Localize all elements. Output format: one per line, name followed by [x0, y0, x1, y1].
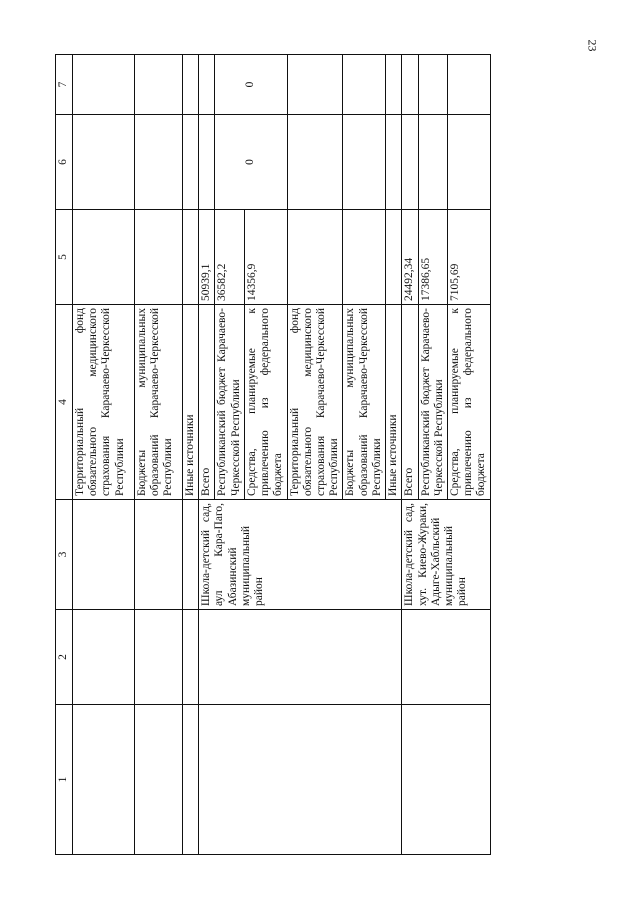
- col6-cell: [343, 115, 386, 210]
- header-col-6: 6: [56, 115, 73, 210]
- cell-col2: [199, 610, 402, 705]
- table-row: [73, 55, 135, 855]
- table-row: [183, 55, 199, 855]
- source-cell: Всего: [402, 305, 418, 500]
- col7-cell: [343, 55, 386, 115]
- col7-cell: [183, 55, 199, 115]
- cell-col3: [73, 500, 135, 610]
- table-row: [135, 55, 183, 855]
- source-cell: Средства, планируемые к привлечению из федерального бюджета: [447, 305, 490, 500]
- value-cell: [386, 210, 402, 305]
- value-cell: [73, 210, 135, 305]
- col6-cell: [402, 115, 418, 210]
- cell-col1: [402, 705, 490, 855]
- col7-cell: [418, 55, 447, 115]
- col6-cell: 0: [215, 115, 287, 210]
- header-col-2: 2: [56, 610, 73, 705]
- cell-col2: [135, 610, 183, 705]
- value-cell: 17386,65: [418, 210, 447, 305]
- cell-col1: [135, 705, 183, 855]
- source-cell: Иные источники: [386, 305, 402, 500]
- value-cell: [287, 210, 343, 305]
- col7-cell: [287, 55, 343, 115]
- value-cell: 14356,9: [244, 210, 287, 305]
- col6-cell: [447, 115, 490, 210]
- cell-col2: [402, 610, 490, 705]
- value-cell: [135, 210, 183, 305]
- col7-cell: 0: [215, 55, 287, 115]
- col7-cell: [199, 55, 215, 115]
- header-col-4: 4: [56, 305, 73, 500]
- col6-cell: [199, 115, 215, 210]
- cell-col1: [199, 705, 402, 855]
- page-number: 23: [585, 39, 600, 52]
- source-cell: Территориальный фонд обязательного медицинского страхования Карачаево-Черкесской Республики: [73, 305, 135, 500]
- col6-cell: [418, 115, 447, 210]
- cell-col1: [73, 705, 135, 855]
- source-cell: Бюджеты муниципальных образований Карачаево-Черкесской Республики: [135, 305, 183, 500]
- value-cell: [343, 210, 386, 305]
- source-cell: Всего: [199, 305, 215, 500]
- cell-col2: [73, 610, 135, 705]
- rotated-table-container: [55, 55, 585, 855]
- header-col-1: 1: [56, 705, 73, 855]
- header-col-3: 3: [56, 500, 73, 610]
- header-col-7: 7: [56, 55, 73, 115]
- table-row: [199, 55, 215, 855]
- col6-cell: [73, 115, 135, 210]
- header-row: [56, 55, 73, 855]
- value-cell: 7105,69: [447, 210, 490, 305]
- col7-cell: [386, 55, 402, 115]
- header-col-5: 5: [56, 210, 73, 305]
- col7-cell: [402, 55, 418, 115]
- cell-col1: [183, 705, 199, 855]
- source-cell: Территориальный фонд обязательного медицинского страхования Карачаево-Черкесской Республики: [287, 305, 343, 500]
- source-cell: Республиканский бюджет Карачаево-Черкесской Республики: [418, 305, 447, 500]
- funding-table: [55, 54, 491, 855]
- source-cell: Бюджеты муниципальных образований Карачаево-Черкесской Республики: [343, 305, 386, 500]
- col6-cell: [183, 115, 199, 210]
- col6-cell: [287, 115, 343, 210]
- value-cell: 36582,2: [215, 210, 244, 305]
- value-cell: 24492,34: [402, 210, 418, 305]
- value-cell: 50939,1: [199, 210, 215, 305]
- col7-cell: [135, 55, 183, 115]
- object-name-cell: Школа-детский сад, хут. Киево-Жураки, Адыге-Хабльский муниципальный район: [402, 500, 490, 610]
- col6-cell: [386, 115, 402, 210]
- col7-cell: [447, 55, 490, 115]
- cell-col2: [183, 610, 199, 705]
- col7-cell: [73, 55, 135, 115]
- source-cell: Средства, планируемые к привлечению из федерального бюджета: [244, 305, 287, 500]
- object-name-cell: Школа-детский сад, аул Кара-Паго, Абазинский муниципальный район: [199, 500, 402, 610]
- table-row: [402, 55, 418, 855]
- source-cell: Иные источники: [183, 305, 199, 500]
- col6-cell: [135, 115, 183, 210]
- value-cell: [183, 210, 199, 305]
- cell-col3: [135, 500, 183, 610]
- source-cell: Республиканский бюджет Карачаево-Черкесской Республики: [215, 305, 244, 500]
- cell-col3: [183, 500, 199, 610]
